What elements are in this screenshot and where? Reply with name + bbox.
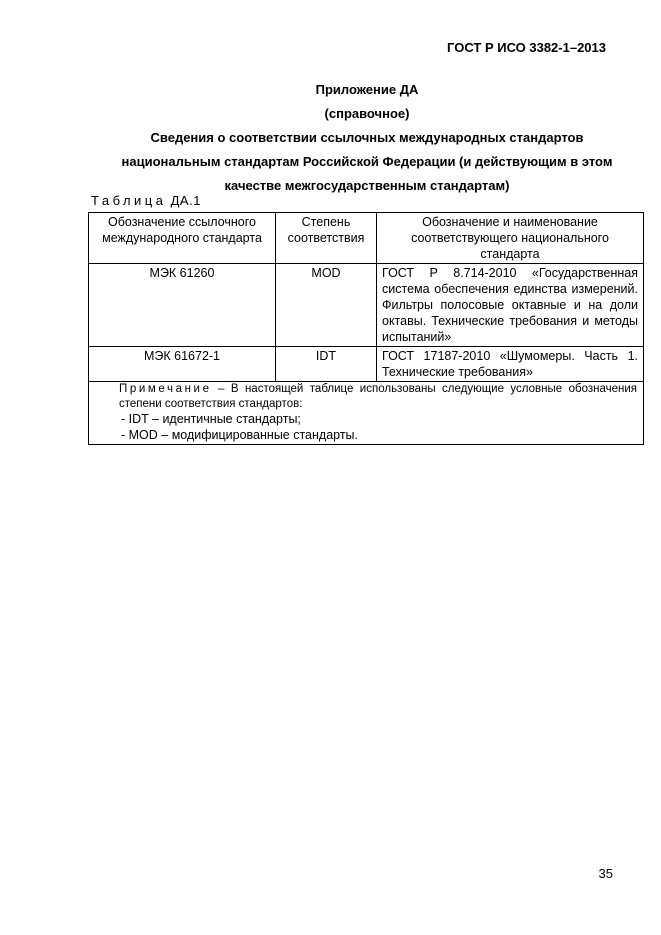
annex-heading-line-3: качестве межгосударственным стандартам)	[224, 178, 510, 193]
cell-national-standard: ГОСТ Р 8.714-2010 «Государственная система обеспечения единства измерений. Фильтры полосовые октавные и на доли октавы. Технические требования и методы испытаний»	[377, 264, 644, 347]
table-row	[89, 264, 644, 347]
table-note	[89, 382, 644, 445]
note-text-block	[95, 382, 637, 411]
annex-heading-line-2: национальным стандартам Российской Федерации (и действующим в этом	[121, 154, 613, 169]
annex-title: Приложение ДА	[315, 82, 419, 97]
table-row	[89, 347, 644, 382]
annex-type: (справочное)	[324, 106, 410, 121]
note-item-idt: - IDT – идентичные стандарты;	[121, 412, 301, 426]
annex-heading	[90, 78, 644, 198]
annex-heading-line-1: Сведения о соответствии ссылочных международных стандартов	[150, 130, 584, 145]
table-caption-id: ДА.1	[170, 193, 201, 208]
column-header-international-standard: Обозначение ссылочного международного стандарта	[89, 213, 276, 264]
column-header-national-standard: Обозначение и наименование соответствующего национального стандарта	[377, 213, 644, 264]
table-caption-word: Таблица	[91, 193, 167, 208]
cell-international-standard: МЭК 61672-1	[89, 347, 276, 382]
column-header-degree: Степень соответствия	[276, 213, 377, 264]
table-note-row	[89, 382, 644, 445]
note-text: – В настоящей таблице использованы следующие условные обозначения степени соответствия стандартов:	[119, 383, 637, 410]
cell-international-standard: МЭК 61260	[89, 264, 276, 347]
cell-degree: MOD	[276, 264, 377, 347]
note-label: Примечание	[119, 383, 212, 395]
table-header-row	[89, 213, 644, 264]
cell-national-standard: ГОСТ 17187-2010 «Шумомеры. Часть 1. Технические требования»	[377, 347, 644, 382]
note-item-mod: - MOD – модифицированные стандарты.	[121, 428, 359, 442]
document-code: ГОСТ Р ИСО 3382-1–2013	[447, 40, 606, 55]
cell-degree: IDT	[276, 347, 377, 382]
page-number: 35	[598, 866, 613, 881]
correspondence-table	[88, 212, 644, 445]
table-caption	[91, 193, 201, 208]
